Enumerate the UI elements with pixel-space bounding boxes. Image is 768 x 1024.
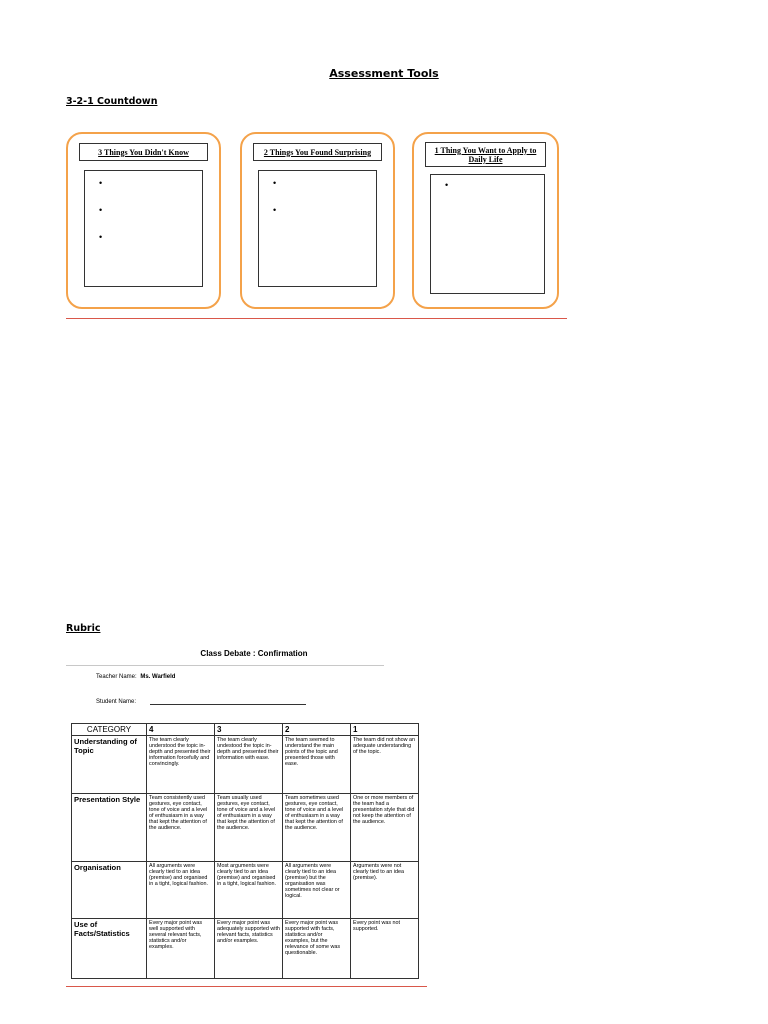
table-cell: Every major point was adequately supported with relevant facts, statistics and/or examples. [215,919,283,979]
card-header: 2 Things You Found Surprising [253,143,382,161]
row-category: Organisation [72,862,147,919]
rubric-title: Class Debate : Confirmation [200,649,308,658]
table-row [72,736,419,794]
table-cell: One or more members of the team had a presentation style that did not keep the attention of the audience. [351,794,419,862]
row-category: Use of Facts/Statistics [72,919,147,979]
student-name-label: Student Name: [96,699,137,705]
bullet-point: • [99,178,103,188]
table-cell: Team consistently used gestures, eye contact, tone of voice and a level of enthusiasm in a way that kept the attention of the audience. [147,794,215,862]
column-header-score-1: 1 [351,724,419,736]
table-cell: The team did not show an adequate understanding of the topic. [351,736,419,794]
column-header-score-3: 3 [215,724,283,736]
row-category: Presentation Style [72,794,147,862]
column-header-category: CATEGORY [72,724,147,736]
bullet-point: • [99,232,103,242]
bullet-point: • [445,180,449,190]
section-divider [66,986,427,987]
table-cell: Most arguments were clearly tied to an idea (premise) and organised in a tight, logical fashion. [215,862,283,919]
student-name-line [96,699,306,705]
table-row [72,862,419,919]
section-divider [66,318,567,319]
row-category: Understanding of Topic [72,736,147,794]
column-header-score-2: 2 [283,724,351,736]
table-cell: All arguments were clearly tied to an idea (premise) but the organisation was sometimes not clear or logical. [283,862,351,919]
rubric-heading: Rubric [66,623,101,634]
table-row [72,919,419,979]
rubric-title-divider [66,665,384,666]
bullet-point: • [99,205,103,215]
bullet-point: • [273,178,277,188]
countdown-card-2-things [240,132,395,309]
table-header-row [72,724,419,736]
card-writing-box [258,170,377,287]
teacher-name-line [96,674,175,680]
countdown-card-1-thing [412,132,559,309]
table-cell: The team clearly undestood the topic in-depth and presented their information with ease. [215,736,283,794]
card-writing-box [84,170,203,287]
table-cell: Every point was not supported. [351,919,419,979]
rubric-table [71,723,419,979]
teacher-name-label: Teacher Name: [96,674,137,680]
table-cell: Team usually used gestures, eye contact, tone of voice and a level of enthusiasm in a way that kept the attention of the audience. [215,794,283,862]
card-writing-box [430,174,545,294]
card-header: 1 Thing You Want to Apply to Daily Life [425,142,546,167]
bullet-point: • [273,205,277,215]
teacher-name-value: Ms. Warfield [140,674,176,680]
column-header-score-4: 4 [147,724,215,736]
table-cell: The team clearly understood the topic in-depth and presented their information forcefully and convincingly. [147,736,215,794]
table-row [72,794,419,862]
table-cell: Every major point was supported with facts, statistics and/or examples, but the relevance of some was questionable. [283,919,351,979]
table-cell: Arguments were not clearly tied to an idea (premise). [351,862,419,919]
table-cell: Team sometimes used gestures, eye contact, tone of voice and a level of enthusiasm in a way that kept the attention of the audience. [283,794,351,862]
countdown-heading: 3-2-1 Countdown [66,96,158,107]
card-header: 3 Things You Didn't Know [79,143,208,161]
student-name-blank [150,704,306,705]
table-cell: Every major point was well supported with several relevant facts, statistics and/or examples. [147,919,215,979]
table-cell: The team seemed to understand the main points of the topic and presented those with ease. [283,736,351,794]
countdown-card-3-things [66,132,221,309]
document-title: Assessment Tools [329,67,439,80]
table-cell: All arguments were clearly tied to an idea (premise) and organised in a tight, logical fashion. [147,862,215,919]
